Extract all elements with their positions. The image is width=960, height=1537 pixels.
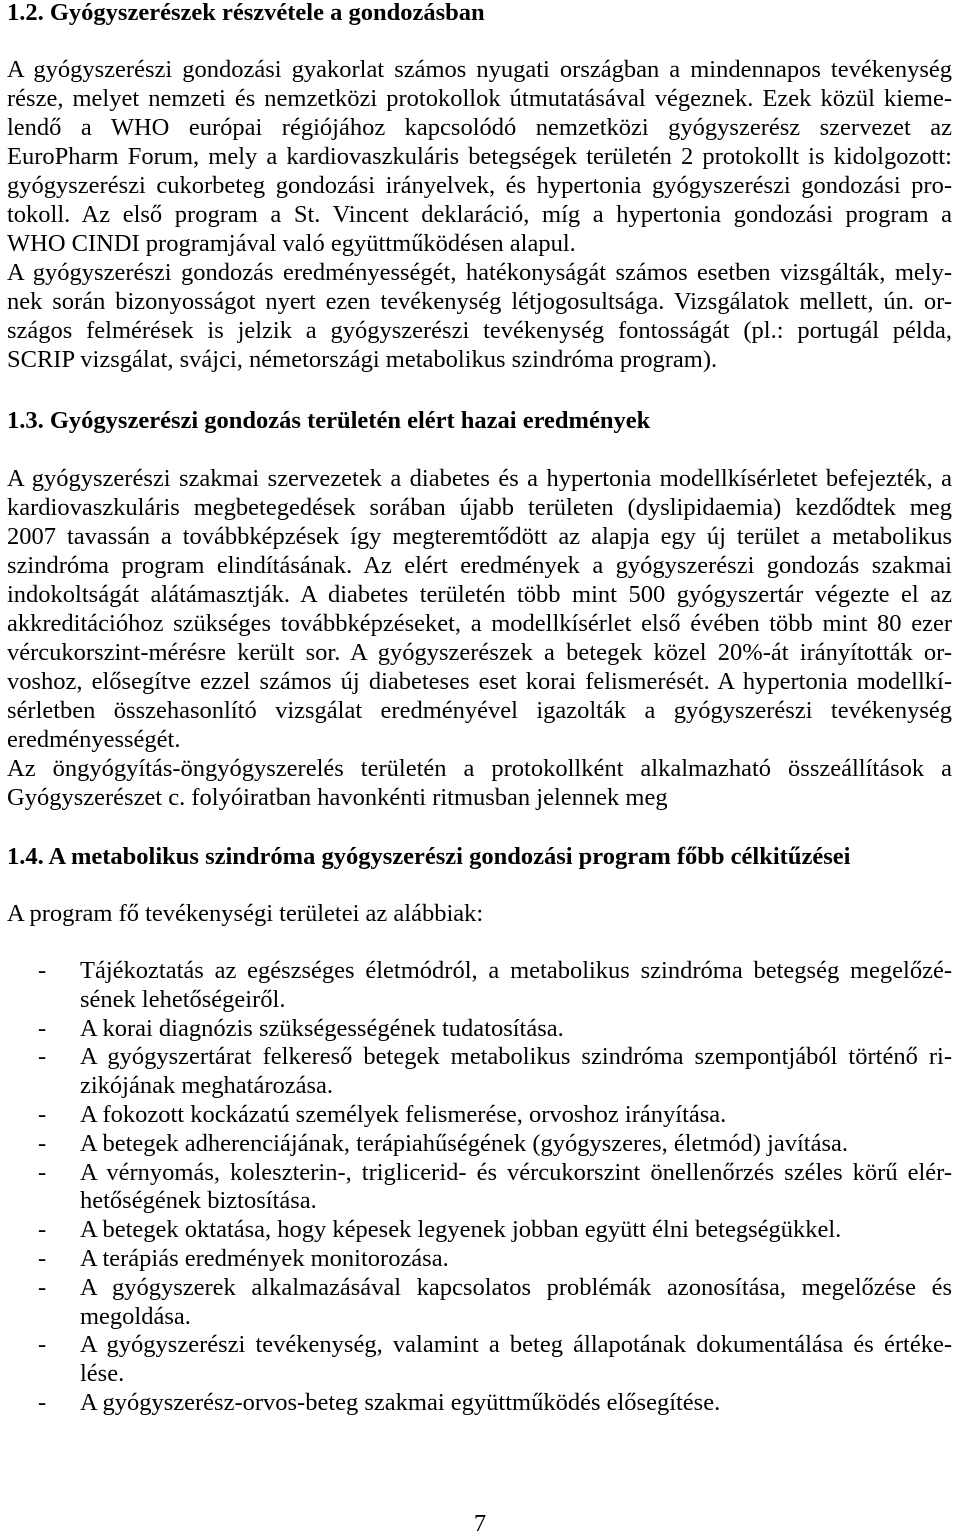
paragraph-line: Gyógyszerészet c. folyóiratban havonkénti ritmusban jelennek meg <box>7 784 668 811</box>
list-item-line: A terápiás eredmények monitorozása. <box>80 1244 449 1272</box>
list-item <box>7 1043 952 1101</box>
list-bullet: - <box>38 1244 47 1272</box>
list-item-line: hetőségének biztosítása. <box>80 1187 317 1215</box>
paragraph <box>7 464 952 754</box>
list-bullet: - <box>38 1158 47 1186</box>
list-item-line: A gyógyszertárat felkereső betegek metabolikus szindróma szempontjából történő ri- <box>80 1043 952 1071</box>
paragraph-line: A gyógyszerészi gondozás eredményességét, hatékonyságát számos esetben vizsgálták, mely- <box>7 259 952 286</box>
list-item-line: sének lehetőségeiről. <box>80 985 286 1013</box>
list-bullet: - <box>38 1129 47 1157</box>
paragraph-line: WHO CINDI programjával való együttműködésen alapul. <box>7 230 576 257</box>
paragraph-line: A gyógyszerészi szakmai szervezetek a diabetes és a hypertonia modellkísérletet befejezték, a <box>7 465 952 492</box>
list-item <box>7 1130 952 1159</box>
list-bullet: - <box>38 1388 47 1416</box>
paragraph-line: gyógyszerészi cukorbeteg gondozási irányelvek, és hypertonia gyógyszerészi gondozási pro- <box>7 172 952 199</box>
section-heading-1-4: 1.4. A metabolikus szindróma gyógyszerészi gondozási program főbb célkitűzései <box>7 843 851 870</box>
list-item <box>7 1159 952 1217</box>
list-bullet: - <box>38 1216 47 1244</box>
paragraph-line: EuroPharm Forum, mely a kardiovaszkuláris betegségek területén 2 protokollt is kidolgozott: <box>7 143 952 170</box>
paragraph-line: Az öngyógyítás-öngyógyszerelés területén a protokollként alkalmazható összeállítások a <box>7 755 952 782</box>
paragraph <box>7 55 952 258</box>
paragraph-line: eredményességét. <box>7 726 181 753</box>
paragraph-line: tokoll. Az első program a St. Vincent deklaráció, míg a hypertonia gondozási program a <box>7 201 952 228</box>
paragraph-line: akkreditációhoz szükséges továbbképzéseket, a modellkísérlet első évében több mint 80 ezer <box>7 610 952 637</box>
paragraph-line: nek során bizonyosságot nyert ezen tevékenység létjogosultsága. Vizsgálatok mellett, ún. or- <box>7 288 952 315</box>
list-bullet: - <box>38 1273 47 1301</box>
list-item <box>7 1389 952 1418</box>
list-item-line: A fokozott kockázatú személyek felismerése, orvoshoz irányítása. <box>80 1100 727 1128</box>
section-heading-1-2: 1.2. Gyógyszerészek részvétele a gondozásban <box>7 0 485 26</box>
objectives-list <box>7 957 952 1418</box>
list-item-line: A gyógyszerek alkalmazásával kapcsolatos problémák azonosítása, megelőzése és <box>80 1273 952 1301</box>
list-intro: A program fő tevékenységi területei az alábbiak: <box>7 900 484 927</box>
list-item-line: A vérnyomás, koleszterin-, triglicerid- és vércukorszint önellenőrzés széles körű elér- <box>80 1158 952 1186</box>
list-item-line: A betegek adherenciájának, terápiahűségének (gyógyszeres, életmód) javítása. <box>80 1129 849 1157</box>
list-item <box>7 1216 952 1245</box>
list-item <box>7 1015 952 1044</box>
list-bullet: - <box>38 957 47 984</box>
list-item <box>7 1245 952 1274</box>
paragraph-line: SCRIP vizsgálat, svájci, németországi metabolikus szindróma program). <box>7 346 718 373</box>
list-item-line: Tájékoztatás az egészséges életmódról, a metabolikus szindróma betegség megelőzé- <box>80 957 952 984</box>
paragraph-line: kardiovaszkuláris megbetegedések sorában újabb területen (dyslipidaemia) kezdődtek meg <box>7 494 952 521</box>
paragraph <box>7 754 952 812</box>
list-bullet: - <box>38 1331 47 1359</box>
list-item-line: megoldása. <box>80 1302 191 1330</box>
paragraph-line: A gyógyszerészi gondozási gyakorlat számos nyugati országban a mindennapos tevékenység <box>7 56 952 83</box>
list-bullet: - <box>38 1100 47 1128</box>
paragraph-line: voshoz, elősegítve ezzel számos új diabeteses eset korai felismerését. A hypertonia modellkí- <box>7 668 952 695</box>
list-item-line: lése. <box>80 1360 125 1388</box>
paragraph-line: indokoltságát alátámasztják. A diabetes területén több mint 500 gyógyszertár végezte el az <box>7 581 952 608</box>
paragraph <box>7 258 952 374</box>
paragraph-line: szágos felmérések is jelzik a gyógyszerészi tevékenység fontosságát (pl.: portugál példa, <box>7 317 952 344</box>
list-item-line: A korai diagnózis szükségességének tudatosítása. <box>80 1014 564 1042</box>
list-item-line: A gyógyszerészi tevékenység, valamint a beteg állapotának dokumentálása és értéke- <box>80 1331 952 1359</box>
paragraph-line: sérletben összehasonlító vizsgálat eredményével igazolták a gyógyszerészi tevékenység <box>7 697 952 724</box>
list-item-line: A gyógyszerész-orvos-beteg szakmai együttműködés elősegítése. <box>80 1388 721 1416</box>
page-number: 7 <box>473 1510 487 1537</box>
page-content <box>7 0 952 1418</box>
paragraph-line: vércukorszint-mérésre került sor. A gyógyszerészek a betegek közel 20%-át irányították or- <box>7 639 952 666</box>
list-item <box>7 1101 952 1130</box>
paragraph-line: 2007 tavassán a továbbképzések így megteremtődött az alapja egy új terület a metabolikus <box>7 523 952 550</box>
list-item <box>7 957 952 1015</box>
paragraph-line: lendő a WHO európai régiójához kapcsolódó nemzetközi gyógyszerész szervezet az <box>7 114 952 141</box>
list-item-line: zikójának meghatározása. <box>80 1072 334 1100</box>
paragraph-line: szindróma program elindításának. Az elért eredmények a gyógyszerészi gondozás szakmai <box>7 552 952 579</box>
list-bullet: - <box>38 1014 47 1042</box>
paragraph-line: része, melyet nemzeti és nemzetközi protokollok útmutatásával végeznek. Ezek közül kieme- <box>7 85 952 112</box>
list-item-line: A betegek oktatása, hogy képesek legyenek jobban együtt élni betegségükkel. <box>80 1216 842 1244</box>
list-item <box>7 1274 952 1332</box>
section-heading-1-3: 1.3. Gyógyszerészi gondozás területén elért hazai eredmények <box>7 407 651 434</box>
list-bullet: - <box>38 1043 47 1071</box>
list-item <box>7 1331 952 1389</box>
